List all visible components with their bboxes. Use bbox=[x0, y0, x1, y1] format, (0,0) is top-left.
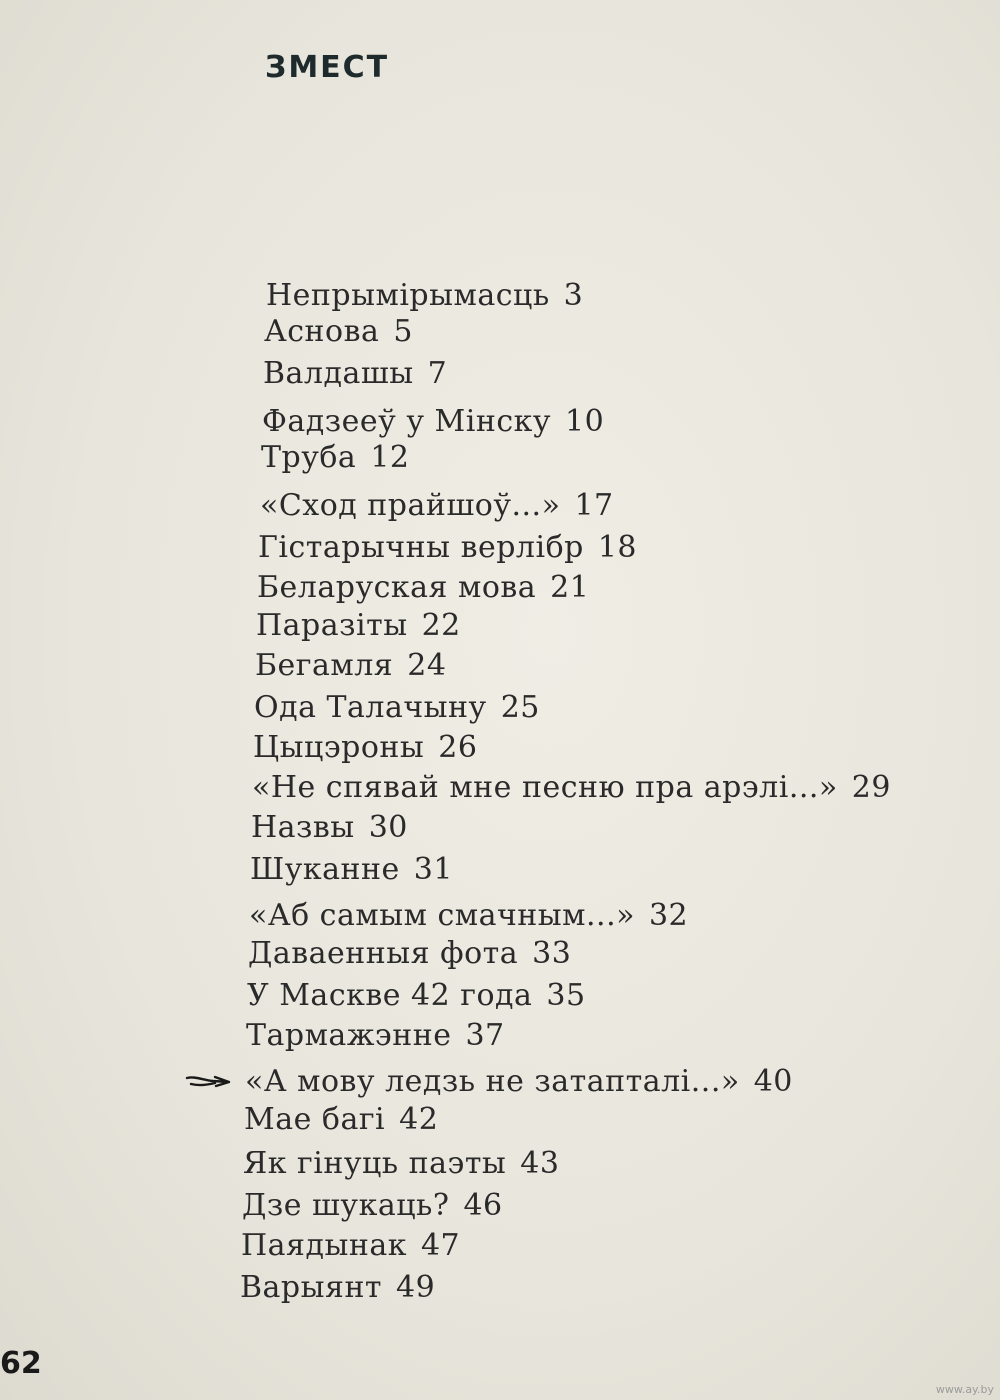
toc-entry bbox=[251, 810, 408, 846]
toc-entry bbox=[243, 1146, 559, 1182]
toc-entry-title: «Сход прайшоў...» bbox=[260, 488, 561, 523]
toc-entry-title: Паядынак bbox=[241, 1228, 407, 1263]
toc-entry-page: 47 bbox=[420, 1228, 461, 1263]
toc-entry bbox=[249, 898, 688, 934]
toc-entry-page: 5 bbox=[393, 314, 413, 349]
toc-entry-title: Ода Талачыну bbox=[254, 690, 487, 725]
toc-entry-page: 33 bbox=[532, 936, 572, 971]
toc-entry-title: Фадзееў у Мінску bbox=[262, 404, 552, 439]
toc-entry-title: Труба bbox=[261, 440, 357, 475]
toc-entry-page: 22 bbox=[421, 608, 461, 643]
toc-entry bbox=[252, 770, 891, 806]
toc-entry bbox=[240, 1270, 435, 1306]
toc-entry-title: Мае багі bbox=[244, 1102, 386, 1137]
toc-entry-page: 31 bbox=[413, 852, 453, 887]
toc-entry bbox=[260, 488, 614, 524]
toc-entry-title: Як гінуць паэты bbox=[243, 1146, 507, 1181]
toc-entry-page: 40 bbox=[753, 1064, 793, 1099]
page-title: ЗМЕСТ bbox=[265, 50, 390, 85]
toc-entry bbox=[246, 1018, 505, 1054]
toc-entry bbox=[253, 730, 477, 766]
toc-entry-title: «Аб самым смачным...» bbox=[249, 898, 635, 933]
toc-entry-page: 21 bbox=[550, 570, 590, 605]
toc-entry bbox=[261, 440, 410, 476]
toc-entry bbox=[256, 608, 461, 644]
toc-entry bbox=[258, 530, 637, 566]
toc-entry-page: 49 bbox=[396, 1270, 436, 1305]
toc-entry-title: Гістарычны верлібр bbox=[258, 530, 584, 565]
toc-entry-page: 35 bbox=[546, 978, 586, 1013]
toc-entry-title: Варыянт bbox=[240, 1270, 383, 1305]
toc-entry-title: Тармажэнне bbox=[246, 1018, 452, 1053]
toc-entry-page: 43 bbox=[520, 1146, 560, 1181]
toc-entry-page: 30 bbox=[368, 810, 408, 845]
toc-entry-page: 32 bbox=[648, 898, 689, 933]
toc-entry bbox=[257, 570, 589, 606]
toc-entry bbox=[262, 404, 604, 440]
toc-entry bbox=[242, 1188, 503, 1224]
toc-entry-title: Аснова bbox=[264, 314, 380, 349]
toc-entry-page: 42 bbox=[399, 1102, 439, 1137]
toc-entry-page: 10 bbox=[565, 404, 605, 439]
toc-entry-title: Бегамля bbox=[255, 648, 394, 683]
toc-entry-title: Беларуская мова bbox=[257, 570, 537, 605]
toc-entry-title: Цыцэроны bbox=[253, 730, 425, 765]
toc-entry-title: Даваенныя фота bbox=[248, 936, 519, 971]
toc-entry bbox=[264, 314, 413, 350]
toc-entry-title: Валдашы bbox=[263, 356, 414, 391]
toc-entry-title: Назвы bbox=[251, 810, 355, 845]
toc-entry-title: Паразіты bbox=[256, 608, 408, 643]
toc-entry bbox=[266, 278, 583, 314]
toc-entry-page: 25 bbox=[500, 690, 540, 725]
page-number: 62 bbox=[0, 1346, 42, 1381]
toc-entry-page: 17 bbox=[574, 488, 614, 523]
toc-entry bbox=[244, 1102, 438, 1138]
toc-entry-title: Шуканне bbox=[250, 852, 400, 887]
toc-entry-page: 37 bbox=[465, 1018, 505, 1053]
toc-entry-page: 26 bbox=[438, 730, 478, 765]
toc-entry-title: У Маскве 42 года bbox=[247, 978, 533, 1013]
toc-entry-title: Непрымірымасць bbox=[266, 278, 550, 313]
watermark: www.ay.by bbox=[935, 1383, 994, 1396]
toc-entry-page: 18 bbox=[597, 530, 638, 565]
toc-entry-page: 24 bbox=[407, 648, 447, 683]
toc-entry bbox=[254, 690, 540, 726]
toc-entry bbox=[263, 356, 447, 392]
toc-entry-title: «Не спявай мне песню пра арэлі...» bbox=[252, 770, 838, 805]
toc-entry-page: 12 bbox=[370, 440, 410, 475]
pen-arrow-mark-icon bbox=[185, 1070, 233, 1094]
toc-entry-title: Дзе шукаць? bbox=[242, 1188, 450, 1223]
toc-entry-page: 7 bbox=[427, 356, 448, 391]
toc-entry bbox=[241, 1228, 460, 1264]
toc-entry-page: 46 bbox=[463, 1188, 503, 1223]
toc-entry bbox=[250, 852, 453, 888]
toc-entry bbox=[245, 1064, 793, 1100]
toc-entry-page: 3 bbox=[563, 278, 584, 313]
toc-entry-title: «А мову ледзь не затапталі...» bbox=[245, 1064, 740, 1099]
toc-entry-page: 29 bbox=[851, 770, 891, 805]
toc-entry bbox=[255, 648, 446, 684]
toc-entry bbox=[247, 978, 586, 1014]
toc-entry bbox=[248, 936, 571, 972]
